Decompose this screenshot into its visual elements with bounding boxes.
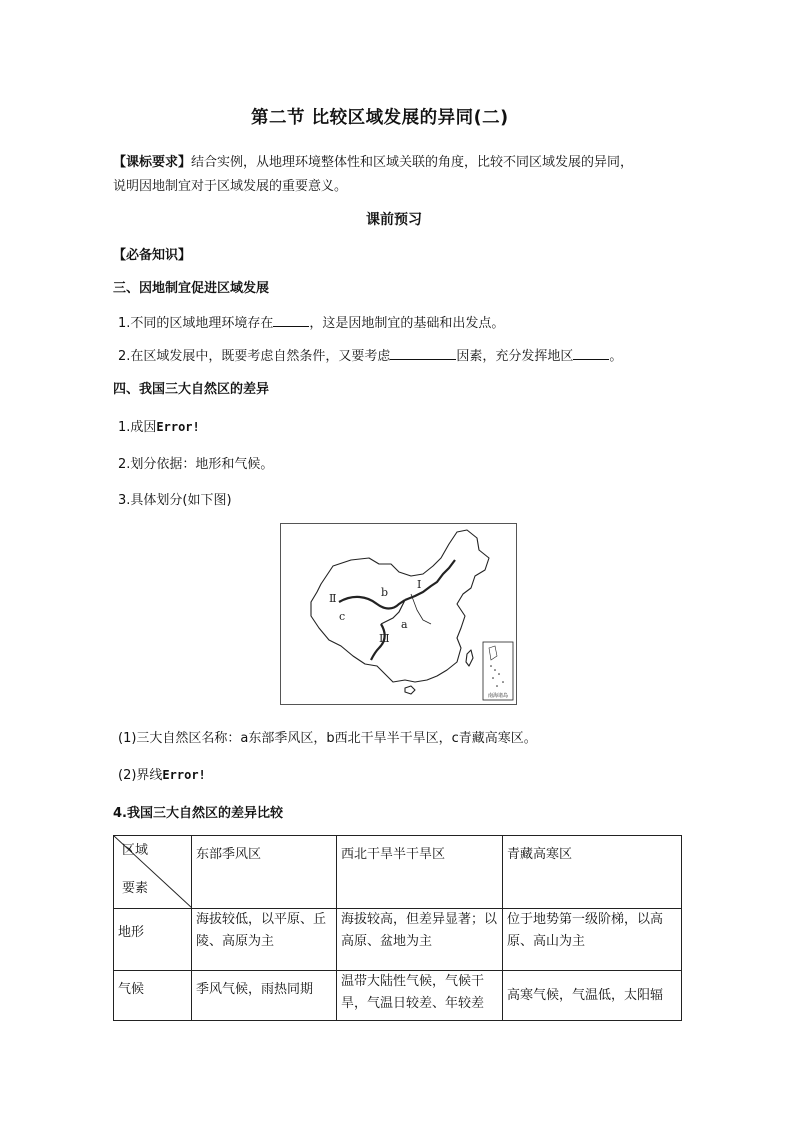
section3-item1-text-a: 1.不同的区域地理环境存在 <box>118 316 274 331</box>
page-title: 第二节 比较区域发展的异同(二) <box>251 108 509 128</box>
section3-heading: 三、因地制宜促进区域发展 <box>113 281 270 296</box>
table-cell: 海拔较低，以平原、丘陵、高原为主 <box>192 909 337 971</box>
section3-item2 <box>118 345 622 364</box>
inner-border <box>411 594 431 624</box>
section3-item2-text-b: 因素，充分发挥地区 <box>456 349 574 364</box>
requirement-line-2: 说明因地制宜对于区域发展的重要意义。 <box>113 179 348 194</box>
fill-blank[interactable] <box>573 347 609 360</box>
section3-item1 <box>118 312 504 331</box>
error-field: Error! <box>162 768 206 782</box>
section4-item1 <box>118 416 200 435</box>
table-row <box>114 909 682 971</box>
table-cell: 高寒气候，气温低，太阳辐 <box>503 971 682 1021</box>
requirement-text-1: 结合实例，从地理环境整体性和区域关联的角度，比较不同区域发展的异同， <box>191 155 634 170</box>
column-header: 青藏高寒区 <box>503 836 682 909</box>
fill-blank[interactable] <box>390 347 456 360</box>
china-outline <box>311 530 489 682</box>
column-header: 东部季风区 <box>192 836 337 909</box>
taiwan-island <box>466 650 473 666</box>
section4-sub1: (1)三大自然区名称：a东部季风区，b西北干旱半干旱区，c青藏高寒区。 <box>118 731 537 746</box>
table-cell: 季风气候，雨热同期 <box>192 971 337 1021</box>
region-I-label: Ⅰ <box>417 578 422 591</box>
section3-item2-text-c: 。 <box>609 349 623 364</box>
error-field: Error! <box>156 420 200 434</box>
map-drawing <box>281 524 516 704</box>
requirement-tag: 【课标要求】 <box>113 155 192 170</box>
section3-item1-text-b: ，这是因地制宜的基础和出发点。 <box>309 316 505 331</box>
region-b-label: b <box>381 586 389 599</box>
hainan-island <box>405 686 415 694</box>
knowledge-tag: 【必备知识】 <box>113 248 192 263</box>
region-a-label: a <box>401 618 408 631</box>
requirement-line-1 <box>113 151 633 170</box>
boundary-line-2 <box>405 560 455 600</box>
corner-top-label: 区域 <box>122 843 149 858</box>
table-row <box>114 971 682 1021</box>
section4-item3: 3.具体划分(如下图) <box>118 493 232 508</box>
table-header-row <box>114 836 682 909</box>
table-cell: 海拔较高，但差异显著；以高原、盆地为主 <box>337 909 503 971</box>
section3-item2-text-a: 2.在区域发展中，既要考虑自然条件，又要考虑 <box>118 349 391 364</box>
inset-label: 南海诸岛 <box>487 693 509 699</box>
region-III-label: Ⅲ <box>379 632 390 645</box>
row-label: 地形 <box>114 909 192 971</box>
china-natural-regions-map <box>280 523 517 705</box>
section4-sub2 <box>118 764 206 783</box>
section4-heading: 四、我国三大自然区的差异 <box>113 382 270 397</box>
boundary-line-1 <box>339 597 405 609</box>
section4-item4: 4.我国三大自然区的差异比较 <box>113 806 283 821</box>
south-china-sea-inset <box>483 642 513 700</box>
table-corner-cell <box>114 836 192 909</box>
section4-sub2-text: (2)界线 <box>118 768 163 783</box>
row-label: 气候 <box>114 971 192 1021</box>
region-c-label: c <box>339 610 346 623</box>
preview-heading: 课前预习 <box>366 212 422 228</box>
section4-item1-text: 1.成因 <box>118 420 157 435</box>
section4-item2: 2.划分依据：地形和气候。 <box>118 457 274 472</box>
table-cell: 位于地势第一级阶梯，以高原、高山为主 <box>503 909 682 971</box>
table-cell: 温带大陆性气候，气候干旱，气温日较差、年较差 <box>337 971 503 1021</box>
comparison-table <box>113 835 682 1021</box>
fill-blank[interactable] <box>273 314 309 327</box>
region-II-label: Ⅱ <box>329 592 337 605</box>
corner-bottom-label: 要素 <box>122 881 149 896</box>
column-header: 西北干旱半干旱区 <box>337 836 503 909</box>
